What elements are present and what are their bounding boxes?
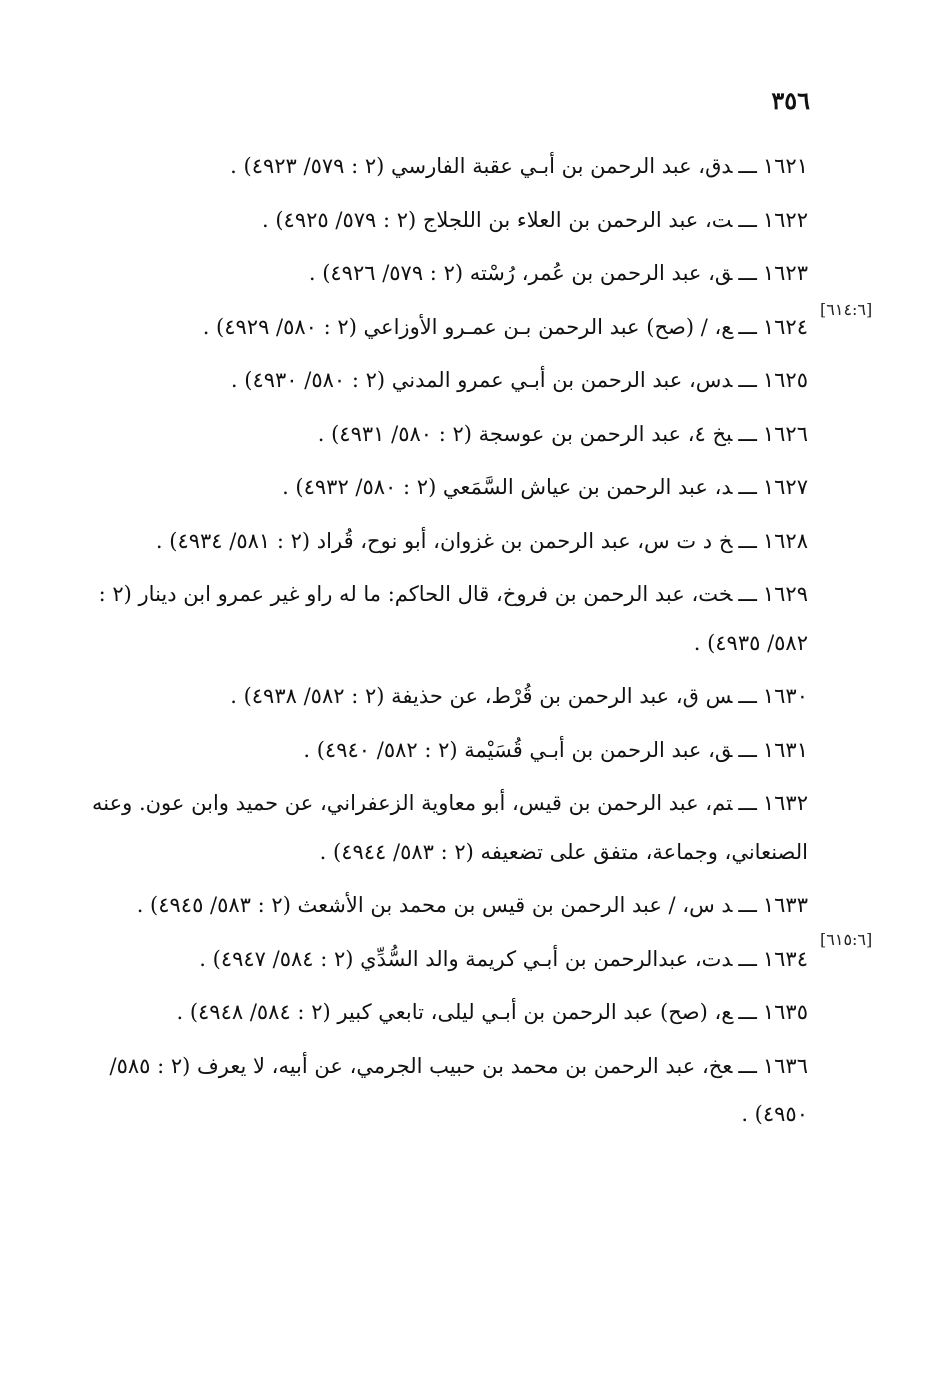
entry-text: س ق، عبد الرحمن بن قُرْط، عن حذيفة (٢ : ٥٨٢/ ٤٩٣٨) . xyxy=(230,684,733,708)
entry xyxy=(80,935,808,984)
entry-number: ١٦٢١ xyxy=(762,154,808,178)
entry xyxy=(80,881,808,930)
entry-dash: ـــ xyxy=(738,475,757,499)
entry-dash: ـــ xyxy=(738,684,757,708)
entry-text: د، عبد الرحمن بن عياش السَّمَعي (٢ : ٥٨٠/ ٤٩٣٢) . xyxy=(282,475,733,499)
entry xyxy=(80,779,808,876)
entry xyxy=(80,726,808,775)
entry-number: ١٦٢٩ xyxy=(762,582,808,606)
entry-dash: ـــ xyxy=(738,314,757,339)
entry-text: خ د ت س، عبد الرحمن بن غزوان، أبو نوح، قُراد (٢ : ٥٨١/ ٤٩٣٤) . xyxy=(155,528,733,553)
entry xyxy=(80,570,808,667)
entry xyxy=(80,196,808,245)
page-number: ٣٥٦ xyxy=(771,86,810,115)
entry-text: دس، عبد الرحمن بن أبـي عمرو المدني (٢ : ٥٨٠/ ٤٩٣٠) . xyxy=(230,368,733,392)
entry-text: ع، / (صح) عبد الرحمن بـن عمـرو الأوزاعي (٢ : ٥٨٠/ ٤٩٢٩) . xyxy=(202,314,733,339)
entry xyxy=(80,517,808,566)
entry-dash: ـــ xyxy=(738,1000,757,1024)
entry-number: ١٦٢٥ xyxy=(762,368,808,392)
entry xyxy=(80,1042,808,1139)
entry-text: تم، عبد الرحمن بن قيس، أبو معاوية الزعفراني، عن حميد وابن عون. وعنه الصنعاني، وجماعة، متفق على تضعيفه (٢ : ٥٨٣/ ٤٩٤٤) . xyxy=(92,791,808,864)
entry xyxy=(80,988,808,1037)
entry xyxy=(80,356,808,405)
entry-text: ع، (صح) عبد الرحمن بن أبـي ليلى، تابعي كبير (٢ : ٥٨٤/ ٤٩٤٨) . xyxy=(176,1000,733,1024)
entry-dash: ـــ xyxy=(738,154,757,178)
entry-dash: ـــ xyxy=(738,421,757,446)
entry-number: ١٦٢٢ xyxy=(762,207,808,232)
entry-dash: ـــ xyxy=(738,737,757,762)
entry-text: خت، عبد الرحمن بن فروخ، قال الحاكم: ما له راو غير عمرو ابن دينار (٢ : ٥٨٢/ ٤٩٣٥) . xyxy=(98,582,808,655)
entry-dash: ـــ xyxy=(738,893,757,917)
entry-number: ١٦٣١ xyxy=(762,737,808,762)
entry-text: دق، عبد الرحمن بن أبـي عقبة الفارسي (٢ : ٥٧٩/ ٤٩٢٣) . xyxy=(230,154,733,178)
entry-dash: ـــ xyxy=(738,207,757,232)
entry xyxy=(80,303,808,352)
entry-number: ١٦٣٢ xyxy=(762,791,808,815)
entry-dash: ـــ xyxy=(738,582,757,606)
entry-text: ق، عبد الرحمن بن عُمر، رُسْته (٢ : ٥٧٩/ ٤٩٢٦) . xyxy=(308,261,733,285)
entry-text: عخ، عبد الرحمن بن محمد بن حبيب الجرمي، عن أبيه، لا يعرف (٢ : ٥٨٥/ ٤٩٥٠) . xyxy=(109,1053,808,1126)
margin-reference: [٦١٥:٦] xyxy=(820,930,873,949)
entry-dash: ـــ xyxy=(738,261,757,285)
entry-dash: ـــ xyxy=(738,528,757,553)
entry-number: ١٦٢٧ xyxy=(762,475,808,499)
entry-number: ١٦٣٠ xyxy=(762,684,808,708)
entry-number: ١٦٢٨ xyxy=(762,528,808,553)
entry-dash: ـــ xyxy=(738,791,757,815)
entry-number: ١٦٣٣ xyxy=(762,893,808,917)
entry xyxy=(80,672,808,721)
entry-text: د س، / عبد الرحمن بن قيس بن محمد بن الأشعث (٢ : ٥٨٣/ ٤٩٤٥) . xyxy=(136,893,733,917)
entry-number: ١٦٢٤ xyxy=(762,314,808,339)
entry xyxy=(80,142,808,191)
entry xyxy=(80,463,808,512)
entry-dash: ـــ xyxy=(738,946,757,971)
entry-text: ق، عبد الرحمن بن أبـي قُسَيْمة (٢ : ٥٨٢/ ٤٩٤٠) . xyxy=(303,737,733,762)
entry-number: ١٦٣٦ xyxy=(762,1053,808,1078)
entry-dash: ـــ xyxy=(738,1053,757,1078)
entry-number: ١٦٢٦ xyxy=(762,421,808,446)
entry-number: ١٦٣٤ xyxy=(762,946,808,971)
entries-list xyxy=(80,142,808,1144)
entry xyxy=(80,249,808,298)
entry-dash: ـــ xyxy=(738,368,757,392)
entry-text: بخ ٤، عبد الرحمن بن عوسجة (٢ : ٥٨٠/ ٤٩٣١) . xyxy=(317,421,733,446)
margin-reference: [٦١٤:٦] xyxy=(820,300,873,319)
entry-text: ت، عبد الرحمن بن العلاء بن اللجلاج (٢ : ٥٧٩/ ٤٩٢٥) . xyxy=(262,207,733,232)
entry-number: ١٦٣٥ xyxy=(762,1000,808,1024)
entry-number: ١٦٢٣ xyxy=(762,261,808,285)
entry-text: دت، عبدالرحمن بن أبـي كريمة والد السُّدِّي (٢ : ٥٨٤/ ٤٩٤٧) . xyxy=(199,946,733,971)
entry xyxy=(80,410,808,459)
